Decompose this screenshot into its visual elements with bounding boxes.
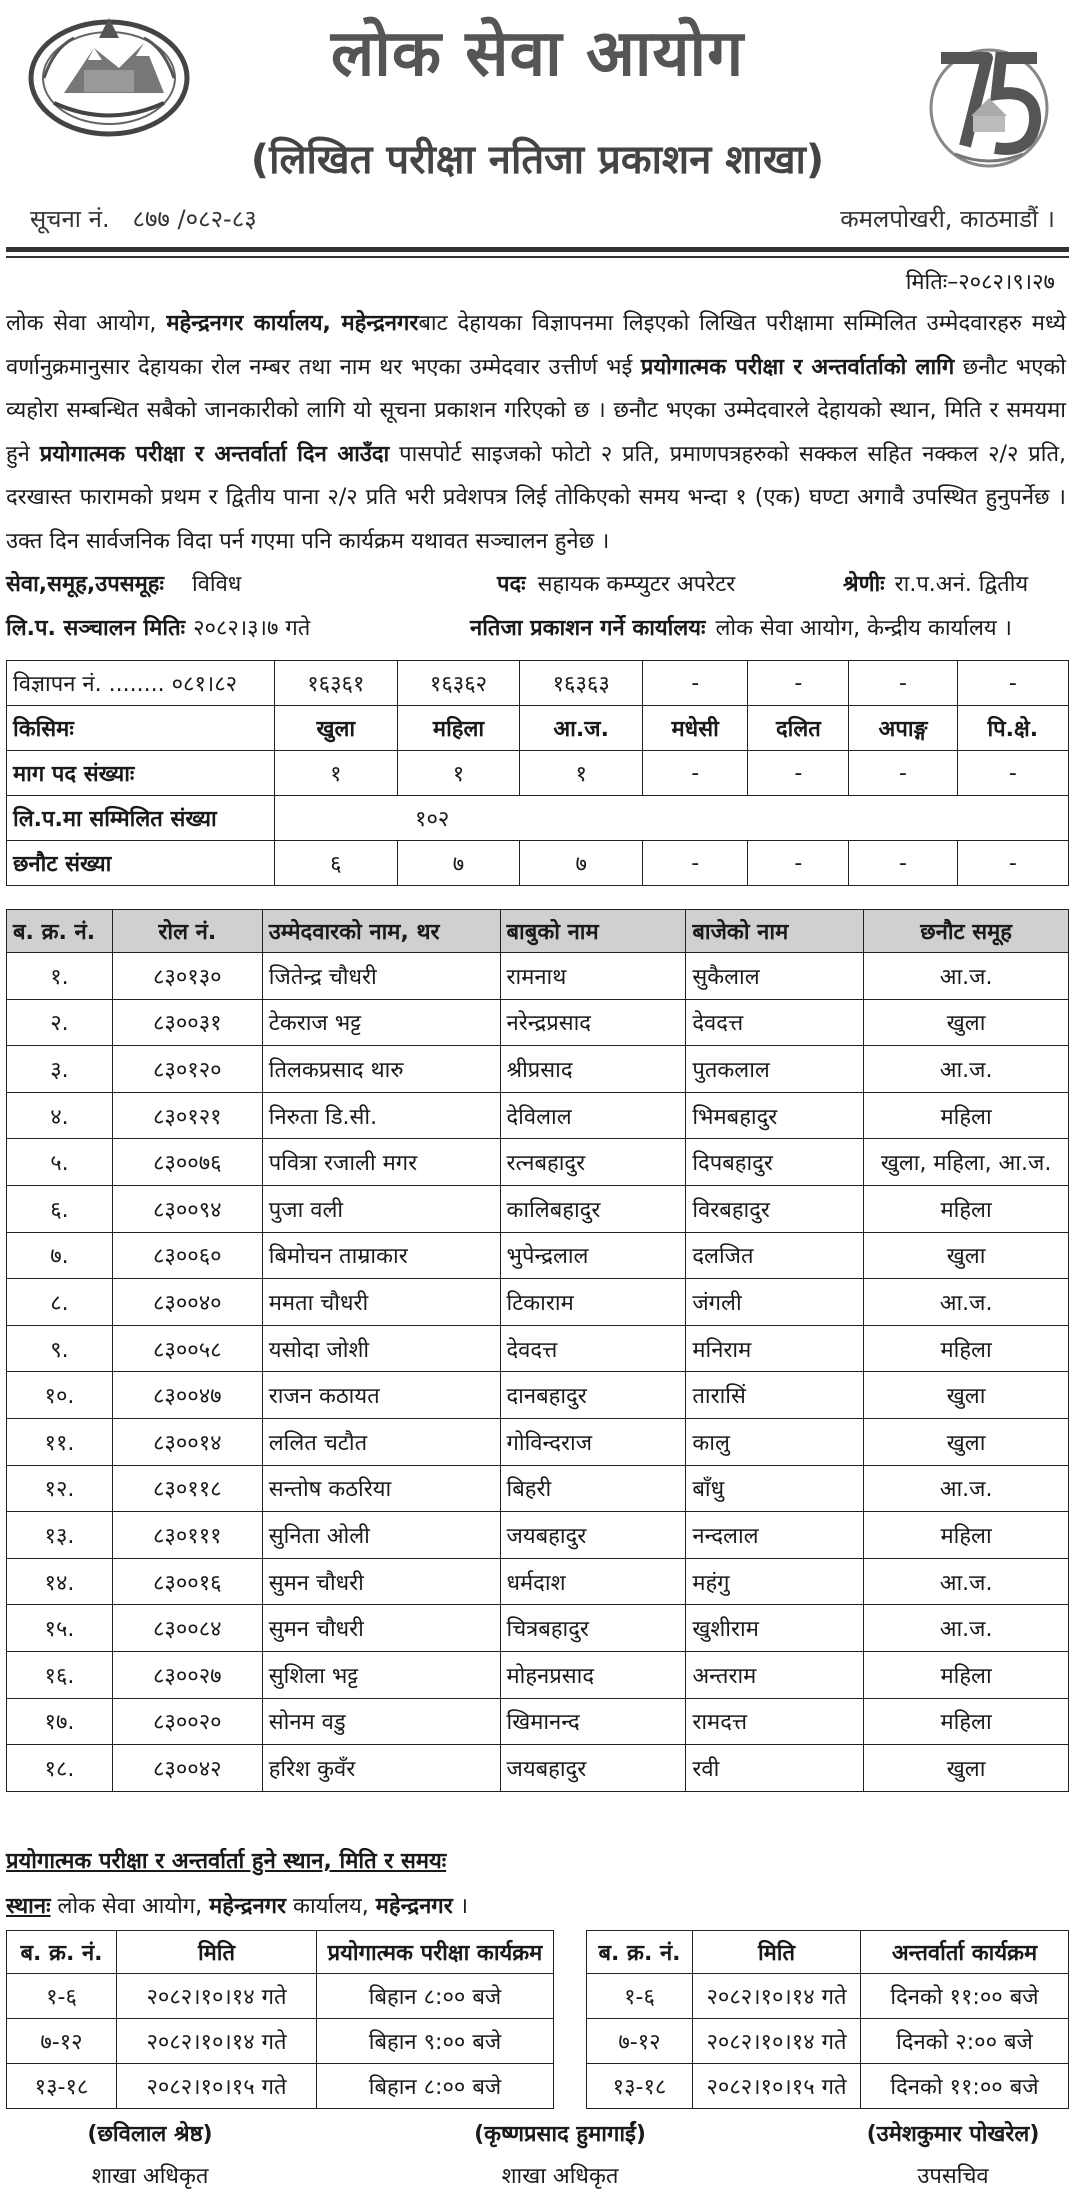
candidate-name-cell: सुमन चौधरी — [262, 1605, 500, 1652]
grandfather-name-cell: रवी — [686, 1745, 864, 1792]
venue-text: महेन्द्रनगर — [209, 1894, 287, 1919]
grandfather-name-cell: अन्तराम — [686, 1651, 864, 1698]
group-cell: महिला — [864, 1092, 1069, 1139]
selected-cell: - — [748, 841, 849, 886]
meta-level — [843, 568, 1028, 598]
grandfather-name-cell: देवदत्त — [686, 999, 864, 1046]
candidate-name-cell: हरिश कुवँर — [262, 1745, 500, 1792]
cell: बिहान ८:०० बजे — [317, 2064, 554, 2109]
serial-cell: ५. — [7, 1139, 113, 1186]
service-value: विविध — [191, 572, 242, 597]
cell: दिनको ११:०० बजे — [861, 2064, 1069, 2109]
cell: दिनको २:०० बजे — [861, 2019, 1069, 2064]
cell: बिहान ९:०० बजे — [317, 2019, 554, 2064]
candidate-name-cell: निरुता डि.सी. — [262, 1092, 500, 1139]
father-name-cell: रत्नबहादुर — [500, 1139, 686, 1186]
type-cell: महिला — [397, 706, 520, 751]
father-name-cell: देविलाल — [500, 1092, 686, 1139]
cell: २०८२।१०।१५ गते — [693, 2064, 861, 2109]
meta-result-office — [470, 612, 1012, 642]
father-name-cell: गोविन्दराज — [500, 1418, 686, 1465]
venue-label: स्थानः — [6, 1894, 51, 1919]
table-row — [7, 1139, 1069, 1186]
table-row — [7, 1325, 1069, 1372]
group-cell: खुला, महिला, आ.ज. — [864, 1139, 1069, 1186]
cell: २०८२।१०।१४ गते — [693, 1974, 861, 2019]
serial-cell: १६. — [7, 1651, 113, 1698]
candidate-name-cell: सुशिला भट्ट — [262, 1651, 500, 1698]
adv-number: - — [643, 661, 748, 706]
type-cell: दलित — [748, 706, 849, 751]
result-office-label: नतिजा प्रकाशन गर्ने कार्यालयः — [470, 616, 706, 641]
roll-number-cell: ८३००४२ — [112, 1745, 262, 1792]
cell: २०८२।१०।१४ गते — [117, 1974, 317, 2019]
level-value: रा.प.अनं. द्वितीय — [894, 572, 1029, 597]
table-row — [7, 1651, 1069, 1698]
group-cell: खुला — [864, 1232, 1069, 1279]
header-divider — [6, 247, 1069, 252]
grandfather-name-cell: जंगली — [686, 1279, 864, 1326]
table-row — [7, 1232, 1069, 1279]
cell: १-६ — [587, 1974, 693, 2019]
selected-row — [7, 841, 1069, 886]
group-cell: महिला — [864, 1698, 1069, 1745]
appeared-row — [7, 796, 1069, 841]
roll-number-cell: ८३०१११ — [112, 1512, 262, 1559]
table-row — [7, 1605, 1069, 1652]
group-cell: आ.ज. — [864, 1046, 1069, 1093]
selected-cell: ७ — [520, 841, 643, 886]
venue-text: कार्यालय, — [286, 1894, 376, 1919]
group-cell: महिला — [864, 1512, 1069, 1559]
post-value: सहायक कम्प्युटर अपरेटर — [537, 572, 736, 597]
grandfather-name-cell: नन्दलाल — [686, 1512, 864, 1559]
col-header: बाजेको नाम — [686, 910, 864, 953]
page-title: लोक सेवा आयोग — [330, 17, 745, 91]
group-cell: खुला — [864, 1372, 1069, 1419]
col-header: ब. क्र. नं. — [587, 1931, 693, 1974]
table-row — [7, 1185, 1069, 1232]
table-row — [7, 953, 1069, 1000]
col-header: बाबुको नाम — [500, 910, 686, 953]
candidate-name-cell: टेकराज भट्ट — [262, 999, 500, 1046]
grandfather-name-cell: महंगु — [686, 1558, 864, 1605]
table-row — [7, 1092, 1069, 1139]
serial-cell: १५. — [7, 1605, 113, 1652]
group-cell: खुला — [864, 1418, 1069, 1465]
grandfather-name-cell: विरबहादुर — [686, 1185, 864, 1232]
col-header: प्रयोगात्मक परीक्षा कार्यक्रम — [317, 1931, 554, 1974]
col-header: ब. क्र. नं. — [7, 1931, 117, 1974]
col-header: मिति — [693, 1931, 861, 1974]
grandfather-name-cell: दिपबहादुर — [686, 1139, 864, 1186]
cell: १-६ — [7, 1974, 117, 2019]
father-name-cell: जयबहादुर — [500, 1512, 686, 1559]
type-cell: अपाङ्ग — [849, 706, 957, 751]
group-cell: महिला — [864, 1651, 1069, 1698]
signatory-name: (उमेशकुमार पोखरेल) — [866, 2122, 1040, 2147]
post-label: पदः — [497, 572, 526, 597]
candidate-name-cell: ममता चौधरी — [262, 1279, 500, 1326]
body-exam: प्रयोगात्मक परीक्षा र अन्तर्वार्ताको लागि — [640, 354, 955, 380]
roll-number-cell: ८३००४० — [112, 1279, 262, 1326]
father-name-cell: श्रीप्रसाद — [500, 1046, 686, 1093]
father-name-cell: बिहरी — [500, 1465, 686, 1512]
selected-cell: ७ — [397, 841, 520, 886]
father-name-cell: टिकाराम — [500, 1279, 686, 1326]
exam-date-label: लि.प. सञ्चालन मितिः — [6, 616, 186, 641]
father-name-cell: धर्मदाश — [500, 1558, 686, 1605]
table-row — [7, 1974, 554, 2019]
results-header-row — [7, 910, 1069, 953]
group-cell: आ.ज. — [864, 1279, 1069, 1326]
body-text-1: लोक सेवा आयोग, — [6, 311, 167, 336]
serial-cell: १४. — [7, 1558, 113, 1605]
candidate-name-cell: पवित्रा रजाली मगर — [262, 1139, 500, 1186]
selected-cell: - — [957, 841, 1068, 886]
serial-cell: ८. — [7, 1279, 113, 1326]
roll-number-cell: ८३०१३० — [112, 953, 262, 1000]
type-cell: खुला — [275, 706, 398, 751]
candidate-name-cell: राजन कठायत — [262, 1372, 500, 1419]
type-cell: मधेसी — [643, 706, 748, 751]
cell: बिहान ८:०० बजे — [317, 1974, 554, 2019]
signatory-name: (कृष्णप्रसाद हुमागाईं) — [474, 2122, 646, 2147]
grandfather-name-cell: पुतकलाल — [686, 1046, 864, 1093]
cell: २०८२।१०।१४ गते — [117, 2019, 317, 2064]
grandfather-name-cell: भिमबहादुर — [686, 1092, 864, 1139]
practical-schedule-table — [6, 1930, 554, 2109]
candidate-name-cell: पुजा वली — [262, 1185, 500, 1232]
serial-cell: ४. — [7, 1092, 113, 1139]
results-table — [6, 909, 1069, 1792]
roll-number-cell: ८३००५८ — [112, 1325, 262, 1372]
selected-label: छनौट संख्या — [7, 841, 275, 886]
adv-number: - — [957, 661, 1068, 706]
table-row — [7, 999, 1069, 1046]
father-name-cell: भुपेन्द्रलाल — [500, 1232, 686, 1279]
group-cell: महिला — [864, 1325, 1069, 1372]
serial-cell: ६. — [7, 1185, 113, 1232]
interview-header-row — [587, 1931, 1069, 1974]
practical-header-row — [7, 1931, 554, 1974]
demand-cell: १ — [275, 751, 398, 796]
type-label: किसिमः — [7, 706, 275, 751]
type-row — [7, 706, 1069, 751]
venue-text: महेन्द्रनगर — [375, 1894, 453, 1919]
exam-date-value: २०८२।३।७ गते — [193, 616, 311, 641]
serial-cell: १०. — [7, 1372, 113, 1419]
roll-number-cell: ८३००४७ — [112, 1372, 262, 1419]
adv-number: १६३६२ — [397, 661, 520, 706]
body-text-3: छनौट भएको व्यहोरा सम्बन्धित सबैको जानकारीको लागि यो सूचना प्रकाशन गरिएको छ । छनौट भएका उम्मेदवारले देहायको स्थान, मिति र समयमा हुने — [6, 354, 1067, 467]
table-row — [7, 1418, 1069, 1465]
roll-number-cell: ८३००२७ — [112, 1651, 262, 1698]
cell: ७-१२ — [7, 2019, 117, 2064]
roll-number-cell: ८३००१६ — [112, 1558, 262, 1605]
col-header: अन्तर्वार्ता कार्यक्रम — [861, 1931, 1069, 1974]
col-header: उम्मेदवारको नाम, थर — [262, 910, 500, 953]
signatory-designation: शाखा अधिकृत — [91, 2164, 209, 2189]
father-name-cell: नरेन्द्रप्रसाद — [500, 999, 686, 1046]
col-header: छनौट समूह — [864, 910, 1069, 953]
grandfather-name-cell: दलजित — [686, 1232, 864, 1279]
signatory-name: (छविलाल श्रेष्ठ) — [87, 2122, 213, 2147]
demand-cell: - — [849, 751, 957, 796]
group-cell: आ.ज. — [864, 1465, 1069, 1512]
body-text-4: पासपोर्ट साइजको फोटो २ प्रति, प्रमाणपत्रहरुको सक्कल सहित नक्कल २/२ प्रति, दरखास्त फारामको प्रथम र द्वितीय पाना २/२ प्रति भरी प्रवेशपत्र लिई तोकिएको समय भन्दा १ (एक) घण्टा अगावै उपस्थित हुनुपर्नेछ । उक्त दिन सार्वजनिक विदा पर्न गएमा पनि कार्यक्रम यथावत सञ्चालन हुनेछ । — [6, 441, 1067, 554]
table-row — [7, 1698, 1069, 1745]
roll-number-cell: ८३००८४ — [112, 1605, 262, 1652]
father-name-cell: रामनाथ — [500, 953, 686, 1000]
roll-number-cell: ८३००७६ — [112, 1139, 262, 1186]
serial-cell: ७. — [7, 1232, 113, 1279]
father-name-cell: मोहनप्रसाद — [500, 1651, 686, 1698]
cell: २०८२।१०।१४ गते — [693, 2019, 861, 2064]
table-row — [587, 2064, 1069, 2109]
table-row — [7, 1279, 1069, 1326]
roll-number-cell: ८३०१२० — [112, 1046, 262, 1093]
cell: १३-१८ — [587, 2064, 693, 2109]
header-divider-thin — [6, 256, 1069, 258]
roll-number-cell: ८३००३१ — [112, 999, 262, 1046]
serial-cell: १. — [7, 953, 113, 1000]
table-row — [587, 2019, 1069, 2064]
table-row — [7, 2019, 554, 2064]
group-cell: खुला — [864, 999, 1069, 1046]
adv-number: - — [849, 661, 957, 706]
candidate-name-cell: सन्तोष कठरिया — [262, 1465, 500, 1512]
body-exam-day: प्रयोगात्मक परीक्षा र अन्तर्वार्ता दिन आउँदा — [39, 441, 390, 467]
serial-cell: २. — [7, 999, 113, 1046]
demand-cell: १ — [397, 751, 520, 796]
notice-body — [6, 302, 1066, 563]
table-row — [7, 1046, 1069, 1093]
roll-number-cell: ८३०१२१ — [112, 1092, 262, 1139]
level-label: श्रेणीः — [843, 572, 885, 597]
table-row — [7, 1745, 1069, 1792]
signature-block — [410, 2118, 710, 2190]
cell: ७-१२ — [587, 2019, 693, 2064]
grandfather-name-cell: मनिराम — [686, 1325, 864, 1372]
candidate-name-cell: सुमन चौधरी — [262, 1558, 500, 1605]
body-text-2: बाट देहायका विज्ञापनमा लिइएको लिखित परीक्षामा सम्मिलित उम्मेदवारहरु मध्ये वर्णानुक्रमानुसार देहायका रोल नम्बर तथा नाम थर भएका उम्मेदवार उत्तीर्ण भई — [6, 311, 1066, 380]
group-cell: महिला — [864, 1185, 1069, 1232]
father-name-cell: जयबहादुर — [500, 1745, 686, 1792]
father-name-cell: खिमानन्द — [500, 1698, 686, 1745]
notice-date: मितिः–२०८२।९।२७ — [905, 270, 1055, 295]
grandfather-name-cell: तारासिं — [686, 1372, 864, 1419]
adv-number: १६३६३ — [520, 661, 643, 706]
father-name-cell: कालिबहादुर — [500, 1185, 686, 1232]
selected-cell: - — [643, 841, 748, 886]
interview-schedule-table — [586, 1930, 1069, 2109]
candidate-name-cell: ललित चटौत — [262, 1418, 500, 1465]
roll-number-cell: ८३००६० — [112, 1232, 262, 1279]
col-header: मिति — [117, 1931, 317, 1974]
group-cell: आ.ज. — [864, 1558, 1069, 1605]
col-header: रोल नं. — [112, 910, 262, 953]
father-name-cell: देवदत्त — [500, 1325, 686, 1372]
grandfather-name-cell: बाँधु — [686, 1465, 864, 1512]
serial-cell: १७. — [7, 1698, 113, 1745]
serial-cell: ९. — [7, 1325, 113, 1372]
summary-table — [6, 660, 1069, 886]
demand-cell: १ — [520, 751, 643, 796]
adv-row — [7, 661, 1069, 706]
roll-number-cell: ८३००१४ — [112, 1418, 262, 1465]
table-row — [7, 1465, 1069, 1512]
venue-text: लोक सेवा आयोग, — [50, 1894, 210, 1919]
group-cell: आ.ज. — [864, 1605, 1069, 1652]
serial-cell: १८. — [7, 1745, 113, 1792]
adv-number: - — [748, 661, 849, 706]
appeared-count: १०२ — [275, 796, 1069, 841]
body-office: महेन्द्रनगर कार्यालय, महेन्द्रनगर — [166, 311, 419, 336]
venue-line — [6, 1890, 468, 1920]
table-row — [587, 1974, 1069, 2019]
grandfather-name-cell: रामदत्त — [686, 1698, 864, 1745]
meta-post — [497, 568, 735, 598]
demand-row — [7, 751, 1069, 796]
page-subtitle: (लिखित परीक्षा नतिजा प्रकाशन शाखा) — [250, 137, 825, 183]
results-body — [7, 953, 1069, 1792]
signatory-designation: उपसचिव — [917, 2164, 989, 2189]
type-cell: पि.क्षे. — [957, 706, 1068, 751]
roll-number-cell: ८३००२० — [112, 1698, 262, 1745]
father-name-cell: दानबहादुर — [500, 1372, 686, 1419]
candidate-name-cell: तिलकप्रसाद थारु — [262, 1046, 500, 1093]
cell: दिनको ११:०० बजे — [861, 1974, 1069, 2019]
signatory-designation: शाखा अधिकृत — [501, 2164, 619, 2189]
schedule-title: प्रयोगात्मक परीक्षा र अन्तर्वार्ता हुने स्थान, मिति र समयः — [6, 1849, 447, 1874]
group-cell: खुला — [864, 1745, 1069, 1792]
candidate-name-cell: यसोदा जोशी — [262, 1325, 500, 1372]
demand-cell: - — [643, 751, 748, 796]
meta-service — [6, 568, 241, 598]
office-location: कमलपोखरी, काठमाडौं । — [840, 205, 1055, 233]
notice-number: सूचना नं. ८७७ /०८२-८३ — [30, 205, 257, 233]
cell: १३-१८ — [7, 2064, 117, 2109]
candidate-name-cell: सुनिता ओली — [262, 1512, 500, 1559]
serial-cell: १३. — [7, 1512, 113, 1559]
appeared-label: लि.प.मा सम्मिलित संख्या — [7, 796, 275, 841]
table-row — [7, 1372, 1069, 1419]
signature-block — [838, 2118, 1068, 2190]
demand-cell: - — [748, 751, 849, 796]
table-row — [7, 2064, 554, 2109]
col-header: ब. क्र. नं. — [7, 910, 113, 953]
roll-number-cell: ८३००९४ — [112, 1185, 262, 1232]
serial-cell: ११. — [7, 1418, 113, 1465]
serial-cell: १२. — [7, 1465, 113, 1512]
candidate-name-cell: बिमोचन ताम्राकार — [262, 1232, 500, 1279]
table-row — [7, 1558, 1069, 1605]
meta-exam-date — [6, 612, 310, 642]
service-label: सेवा,समूह,उपसमूहः — [6, 572, 164, 597]
venue-text: । — [452, 1894, 469, 1919]
serial-cell: ३. — [7, 1046, 113, 1093]
adv-number: १६३६१ — [275, 661, 398, 706]
father-name-cell: चित्रबहादुर — [500, 1605, 686, 1652]
type-cell: आ.ज. — [520, 706, 643, 751]
grandfather-name-cell: खुशीराम — [686, 1605, 864, 1652]
cell: २०८२।१०।१५ गते — [117, 2064, 317, 2109]
candidate-name-cell: जितेन्द्र चौधरी — [262, 953, 500, 1000]
demand-cell: - — [957, 751, 1068, 796]
grandfather-name-cell: सुकैलाल — [686, 953, 864, 1000]
table-row — [7, 1512, 1069, 1559]
candidate-name-cell: सोनम वडु — [262, 1698, 500, 1745]
group-cell: आ.ज. — [864, 953, 1069, 1000]
roll-number-cell: ८३०११८ — [112, 1465, 262, 1512]
result-office-value: लोक सेवा आयोग, केन्द्रीय कार्यालय । — [715, 616, 1012, 641]
adv-label: विज्ञापन नं. ........ ०८१।८२ — [7, 661, 275, 706]
demand-label: माग पद संख्याः — [7, 751, 275, 796]
selected-cell: ६ — [275, 841, 398, 886]
grandfather-name-cell: कालु — [686, 1418, 864, 1465]
selected-cell: - — [849, 841, 957, 886]
signature-block — [30, 2118, 270, 2190]
